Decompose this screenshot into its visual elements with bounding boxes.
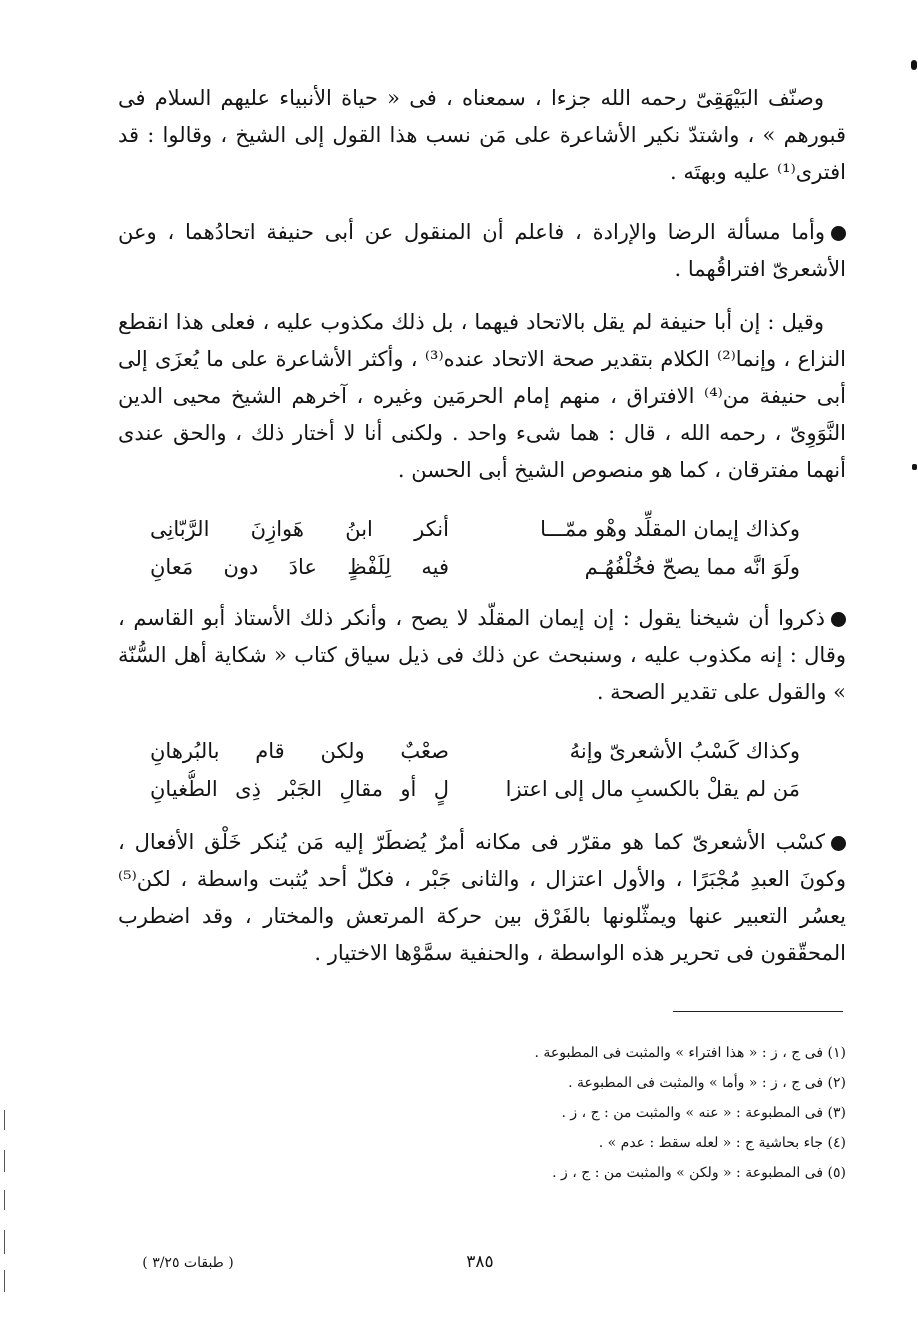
footnote-separator xyxy=(673,1011,843,1012)
paragraph-text: كسْب الأشعرىّ كما هو مقرّر فى مكانه أمرٌ يُضطَرّ إليه مَن يُنكر خَلْق الأفعال ، وكونَ العبدِ مُجْبَرًا ، والأول اعتزال ، والثانى جَبْر ، فكلّ أحد يُثبت واسطة ، لكن⁽⁵⁾ يعسُر التعبير عنها ويمثّلونها بالفَرْق بين حركة المرتعش والمختار ، وقد اضطرب المحقّقون فى تحرير هذه الواسطة ، والحنفية سمَّوْها الاختيار . xyxy=(118,830,846,965)
scan-edge-line xyxy=(4,1190,5,1210)
verse-second-hemistich: أنكر ابنُ هَوازِنَ الرَّبّانِى xyxy=(150,517,449,541)
scan-edge-line xyxy=(4,1230,5,1254)
paragraph-text: وقيل : إن أبا حنيفة لم يقل بالاتحاد فيهما ، بل ذلك مكذوب عليه ، فعلى هذا انقطع النزاع ، وإنما⁽²⁾ الكلام بتقدير صحة الاتحاد عنده⁽³⁾ ، وأكثر الأشاعرة على ما يُعزَى إلى أبى حنيفة من⁽⁴⁾ الافتراق ، منهم إمام الحرمَين وغيره ، آخرهم الشيخ محيى الدين النَّوَوِىّ ، رحمه الله ، قال : هما شىء واحد . ولكنى أنا لا أختار ذلك ، والحق عندى أنهما مفترقان ، كما هو منصوص الشيخ أبى الحسن . xyxy=(118,310,846,482)
bullet-icon xyxy=(831,612,846,627)
verse-second-hemistich: فيه لِلَفْظٍ عادَ دون مَعانِ xyxy=(150,555,449,579)
verse-first-hemistich: وكذاك كَسْبُ الأشعرىّ وإنهُ xyxy=(569,739,800,763)
paragraph-text: وأما مسألة الرضا والإرادة ، فاعلم أن المنقول عن أبى حنيفة اتحادُهما ، وعن الأشعرىّ افتراقُهما . xyxy=(118,220,846,281)
scan-edge-line xyxy=(4,1150,5,1172)
poem-kasb-ashari xyxy=(150,732,800,808)
verse-line xyxy=(150,770,800,808)
footnote-3: (٣) فى المطبوعة : « عنه » والمثبت من : ج ، ز . xyxy=(561,1105,846,1121)
margin-ink-mark xyxy=(911,60,917,70)
verse-line xyxy=(150,732,800,770)
verse-first-hemistich: ولَوَ انَّه مما يصحّ فخُلْفُهُـم xyxy=(584,555,800,579)
verse-first-hemistich: مَن لم يقلْ بالكسبِ مال إلى اعتزا xyxy=(505,777,800,801)
paragraph-text: ذكروا أن شيخنا يقول : إن إيمان المقلّد لا يصح ، وأنكر ذلك الأستاذ أبو القاسم ، وقال : إنه مكذوب عليه ، وسنبحث عن ذلك فى ذيل سياق كتاب « شكاية أهل السُّنّة » والقول على تقدير الصحة . xyxy=(118,606,846,704)
paragraph-rida-irada xyxy=(118,214,846,288)
footnote-5: (٥) فى المطبوعة : « ولكن » والمثبت من : ج ، ز . xyxy=(552,1165,846,1181)
scan-edge-line xyxy=(4,1270,5,1292)
paragraph-abu-hanifa xyxy=(118,304,846,489)
paragraph-kasb xyxy=(118,824,846,972)
verse-line xyxy=(150,548,800,586)
footnotes xyxy=(300,1038,846,1188)
paragraph-text: وصنّف البَيْهَقِىّ رحمه الله جزءا ، سمعناه ، فى « حياة الأنبياء عليهم السلام فى قبورهم » ، واشتدّ نكير الأشاعرة على مَن نسب هذا القول إلى الشيخ ، وقالوا : قد افترى⁽¹⁾ عليه وبهتَه . xyxy=(118,86,846,184)
paragraph-bayhaqi xyxy=(118,80,846,191)
verse-second-hemistich: لٍ أو مقالِ الجَبْر ذِى الطُّغيانِ xyxy=(150,777,449,801)
page-number: ٣٨٥ xyxy=(466,1252,494,1272)
footnote-2: (٢) فى ج ، ز : « وأما » والمثبت فى المطبوعة . xyxy=(568,1075,846,1091)
verse-first-hemistich: وكذاك إيمان المقلِّد وهْو ممّـــا xyxy=(540,517,800,541)
signature-mark: ( طبقات ٣/٢٥ ) xyxy=(142,1255,234,1271)
verse-second-hemistich: صعْبٌ ولكن قام بالبُرهانِ xyxy=(150,739,449,763)
poem-iman-muqallid xyxy=(150,510,800,586)
bullet-icon xyxy=(831,836,846,851)
bullet-icon xyxy=(831,226,846,241)
footnote-4: (٤) جاء بحاشية ج : « لعله سقط : عدم » . xyxy=(598,1135,846,1151)
margin-ink-mark xyxy=(912,464,917,470)
scan-edge-line xyxy=(4,1110,5,1130)
footnote-1: (١) فى ج ، ز : « هذا افتراء » والمثبت فى المطبوعة . xyxy=(534,1045,846,1061)
verse-line xyxy=(150,510,800,548)
paragraph-shaykh-qawl xyxy=(118,600,846,711)
